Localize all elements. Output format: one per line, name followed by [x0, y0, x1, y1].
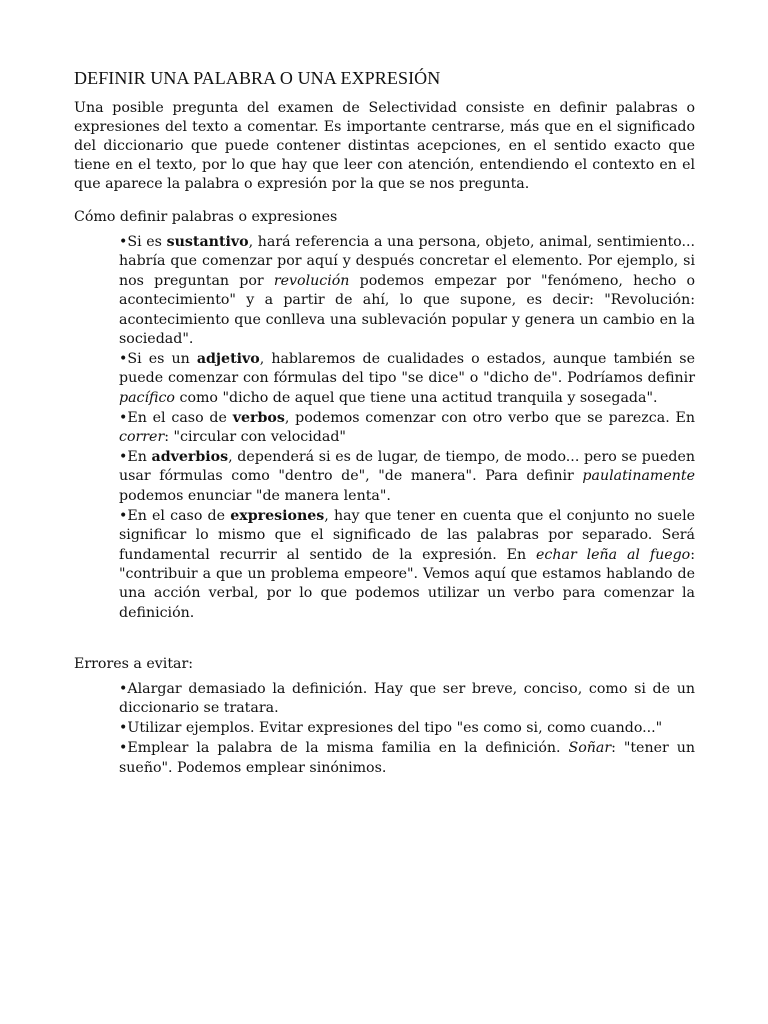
page-title: DEFINIR UNA PALABRA O UNA EXPRESIÓN	[74, 68, 441, 88]
example-word: echar leña al fuego	[536, 546, 691, 563]
list-item: •En adverbios, dependerá si es de lugar, de tiempo, de modo... pero se pueden usar fórmulas como "dentro de", "de manera". Para definir paulatinamente podemos enunciar "de manera lenta".	[119, 448, 695, 504]
list-item: •En el caso de verbos, podemos comenzar con otro verbo que se parezca. En correr: "circular con velocidad"	[119, 409, 695, 446]
list-item: •Utilizar ejemplos. Evitar expresiones del tipo "es como si, como cuando..."	[119, 720, 663, 737]
keyword: adverbios	[151, 448, 229, 465]
list-item: •En el caso de expresiones, hay que tener en cuenta que el conjunto no suele significar lo mismo que el significado de las palabras por separado. Será fundamental recurrir al sentido de la expresión. En echar leña al fuego: "contribuir a que un problema empeore". Vemos aquí que estamos hablando de una acción verbal, por lo que podemos utilizar un verbo para comenzar la definición.	[119, 507, 696, 621]
example-word: pacífico	[119, 389, 175, 406]
example-word: paulatinamente	[582, 468, 695, 485]
errors-list	[119, 680, 695, 778]
definition-tips-list	[119, 233, 695, 623]
section-heading-errors: Errores a evitar:	[74, 656, 194, 672]
keyword: expresiones	[230, 507, 325, 524]
list-item: •Si es sustantivo, hará referencia a una persona, objeto, animal, sentimiento... habría que comenzar por aquí y después concretar el elemento. Por ejemplo, si nos preguntan por revolución podemos empezar por "fenómeno, hecho o acontecimiento" y a partir de ahí, lo que supone, es decir: "Revolución: acontecimiento que conlleva una sublevación popular y genera un cambio en la sociedad".	[119, 234, 695, 348]
example-word: Soñar	[568, 740, 612, 757]
keyword: adjetivo	[196, 350, 260, 367]
list-item: •Alargar demasiado la definición. Hay que ser breve, conciso, como si de un diccionario se tratara.	[119, 681, 695, 717]
list-item: •Si es un adjetivo, hablaremos de cualidades o estados, aunque también se puede comenzar con fórmulas del tipo "se dice" o "dicho de". Podríamos definir pacífico como "dicho de aquel que tiene una actitud tranquila y sosegada".	[119, 350, 695, 406]
example-word: correr	[119, 429, 165, 446]
list-item: •Emplear la palabra de la misma familia en la definición. Soñar: "tener un sueño". Podemos emplear sinónimos.	[119, 740, 695, 776]
section-heading-how-to-define: Cómo definir palabras o expresiones	[74, 209, 338, 225]
intro-paragraph: Una posible pregunta del examen de Selectividad consiste en definir palabras o expresiones del texto a comentar. Es importante centrarse, más que en el significado del diccionario que puede contener distintas acepciones, en el sentido exacto que tiene en el texto, por lo que hay que leer con atención, entendiendo el contexto en el que aparece la palabra o expresión por la que se nos pregunta.	[74, 100, 695, 192]
example-word: revolución	[273, 272, 350, 289]
keyword: verbos	[232, 409, 285, 426]
keyword: sustantivo	[166, 234, 249, 250]
